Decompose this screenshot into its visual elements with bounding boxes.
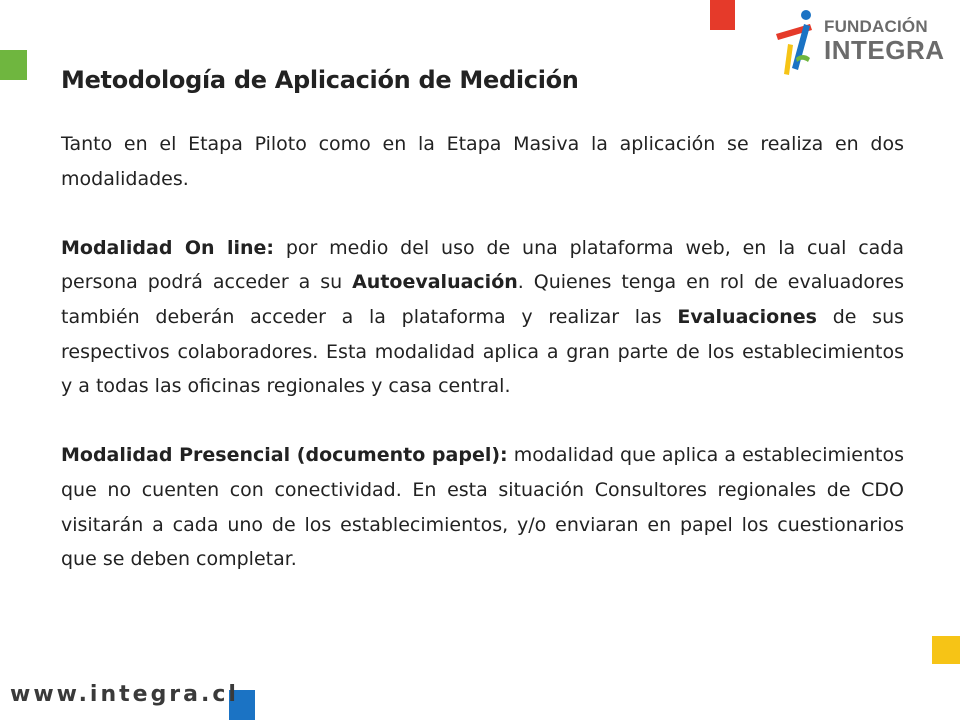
logo-text-integra: INTEGRA (824, 35, 945, 65)
body-text (61, 127, 904, 577)
fundacion-integra-logo (770, 4, 950, 76)
presencial-paragraph (61, 438, 904, 576)
presencial-text: modalidad que aplica a establecimientos que no cuenten con conectividad. En esta situación Consultores regionales de CDO visitarán a cada uno de los establecimientos, y/o enviaran en papel los cuestionarios que se deben completar. (61, 444, 904, 571)
decorative-red-square (710, 0, 735, 30)
integra-emblem-icon (770, 4, 830, 76)
online-text-3: de sus respectivos colaboradores. Esta modalidad aplica a gran parte de los establecimientos y a todas las oficinas regionales y casa central. (61, 305, 905, 398)
online-text-1: por medio del uso de una plataforma web, en la cual cada persona podrá acceder a su (61, 236, 904, 294)
decorative-yellow-square (932, 636, 960, 664)
online-paragraph (61, 231, 904, 404)
evaluaciones-term: Evaluaciones (677, 305, 817, 328)
page-title: Metodología de Aplicación de Medición (61, 66, 579, 94)
logo-text-fundacion: FUNDACIÓN (824, 17, 928, 36)
footer-website-url: www.integra.cl (10, 682, 239, 707)
online-label: Modalidad On line: (61, 236, 274, 259)
presencial-label: Modalidad Presencial (documento papel): (61, 444, 508, 467)
autoevaluacion-term: Autoevaluación (352, 271, 518, 294)
decorative-green-square (0, 50, 27, 80)
online-text-2: . Quienes tenga en rol de evaluadores también deberán acceder a la plataforma y realizar las (61, 271, 904, 328)
intro-paragraph: Tanto en el Etapa Piloto como en la Etapa Masiva la aplicación se realiza en dos modalidades. (61, 133, 904, 190)
